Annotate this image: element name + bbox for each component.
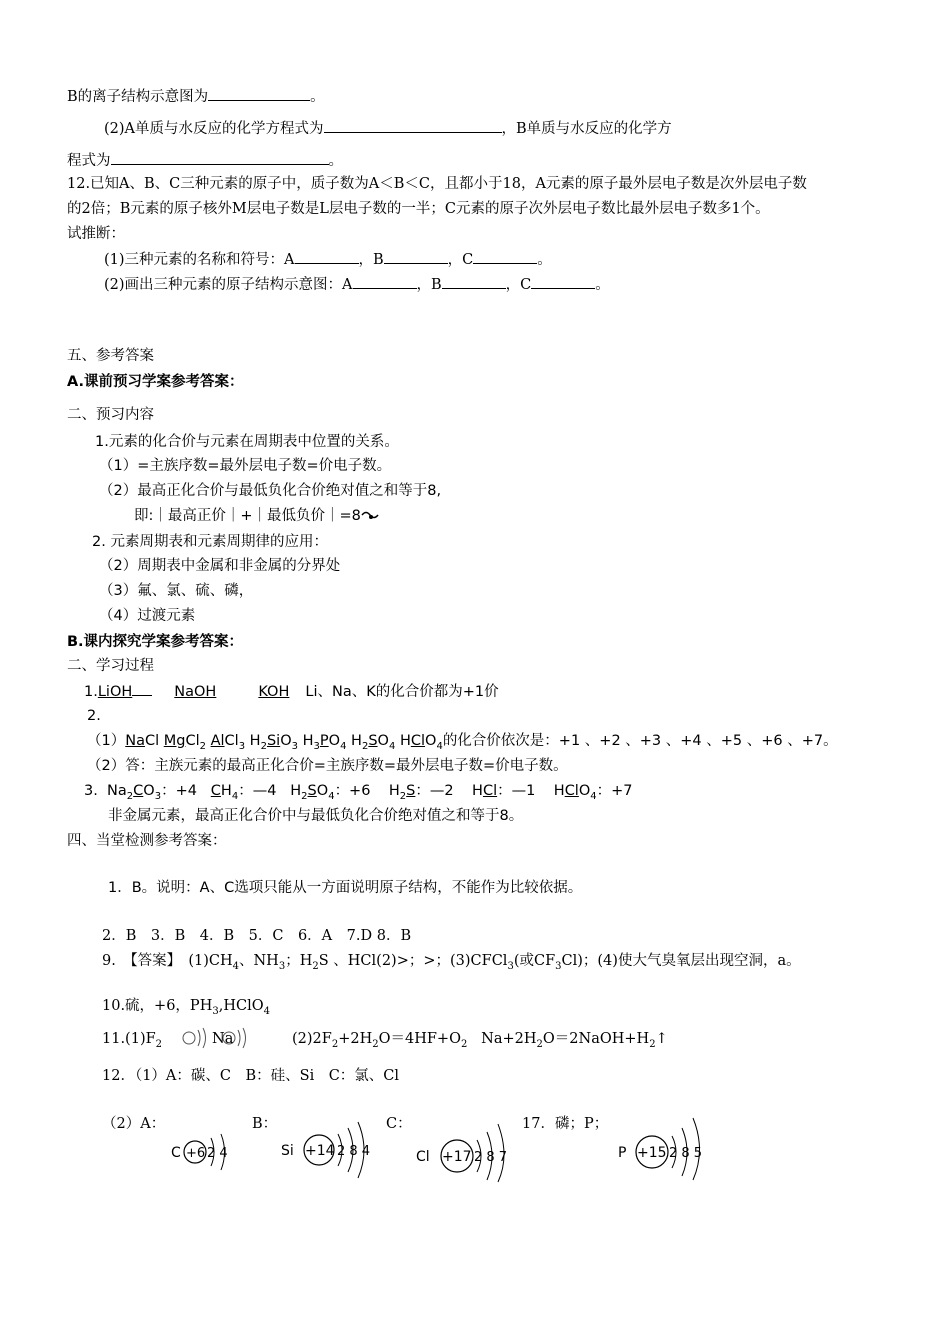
q12-part2: (2)画出三种元素的原子结构示意图：A ，B ，C 。 — [104, 274, 610, 295]
q12-line1: 12.已知A、B、C三种元素的原子中，质子数为A＜B＜C，且都小于18，A元素的原子最外层电子数是次外层电子数 — [67, 176, 807, 192]
svg-text:+6: +6 — [186, 1146, 206, 1161]
answer-blank[interactable] — [295, 249, 359, 264]
answer-blank[interactable] — [111, 150, 329, 165]
silicon-atom-diagram — [278, 1104, 388, 1180]
answer-blank[interactable] — [353, 274, 417, 289]
process-heading: 二、学习过程 — [67, 658, 154, 674]
q12-part1: (1)三种元素的名称和符号：A ，B ，C 。 — [104, 249, 552, 270]
preview-item-4: 即:｜最高正价｜+｜最低负价｜=8 — [134, 506, 379, 526]
section-five-heading: 五、参考答案 — [67, 348, 154, 364]
check-answer-11-eq: $(2)2F_2+2H_2O=4HF+O_2$ $Na+2H_2O=2NaOH+H_2↑$ — [292, 1031, 668, 1050]
process-line-4: （2）答：主族元素的最高正化合价=主族序数=最外层电子数=价电子数。 — [87, 758, 568, 774]
preview-item-6: （2）周期表中金属和非金属的分界处 — [99, 558, 341, 574]
svg-text:C: C — [171, 1145, 181, 1161]
q11-b-line: B的离子结构示意图为 。 — [67, 86, 325, 107]
check-answer-12b-d: 17．磷；P； — [522, 1116, 609, 1132]
svg-text:2 8 7: 2 8 7 — [474, 1150, 508, 1165]
chlorine-atom-diagram — [414, 1104, 526, 1184]
pen-mark-icon — [361, 509, 379, 521]
answer-blank[interactable] — [384, 249, 448, 264]
svg-text:Cl: Cl — [416, 1149, 430, 1165]
svg-text:Si: Si — [281, 1143, 294, 1159]
process-line-6: 非金属元素，最高正化合价中与最低负化合价绝对值之和等于8。 — [108, 808, 524, 824]
answer-blank[interactable] — [324, 118, 502, 133]
preview-heading: 二、预习内容 — [67, 407, 154, 423]
answer-blank[interactable] — [473, 249, 537, 264]
check-answer-10: 10.硫，+6，$PH_3,HClO_4$ — [102, 998, 270, 1017]
preview-item-2: （1）=主族序数=最外层电子数=价电子数。 — [99, 458, 392, 474]
carbon-atom-diagram — [166, 1126, 242, 1176]
check-answer-2: 2．B 3．B 4．B 5．C 6．A 7.D 8．B — [102, 928, 412, 944]
check-answer-12: 12．（1）A：碳、C B：硅、Si C：氯、Cl — [102, 1068, 400, 1084]
answer-blank[interactable] — [442, 274, 506, 289]
sodium-label: Na — [212, 1031, 234, 1047]
process-line-5: 3. $Na_2CO_3$：+4 $CH_4$：—4 $H_2SO_4$：+6 $H_2S$：—2 HCl：—1 HClO$_4$：+7 — [84, 783, 633, 802]
q12-line2: 的2倍；B元素的原子核外M层电子数是L层电子数的一半；C元素的原子次外层电子数比最外层电子数多1个。 — [67, 201, 770, 217]
preview-item-8: （4）过渡元素 — [99, 608, 196, 624]
answer-blank[interactable] — [531, 274, 595, 289]
q11-part2-cont: 程式为 。 — [67, 150, 343, 171]
q12-line3: 试推断： — [67, 226, 125, 242]
svg-text:+17: +17 — [442, 1149, 472, 1165]
preview-item-7: （3）氟、氯、硫、磷， — [99, 583, 254, 599]
preview-item-1: 1.元素的化合价与元素在周期表中位置的关系。 — [95, 434, 399, 450]
nucleus-circle — [183, 1032, 195, 1044]
process-line-3: （1）NaCl MgCl$_2$ AlCl$_3$ $H_2SiO_3$ $H_3PO_4$ $H_2SO_4$ HClO$_4$的化合价依次是：+1 、+2 、+3 、+4 、+5 、+6 、+7。 — [87, 733, 838, 752]
svg-text:+14: +14 — [305, 1143, 335, 1159]
check-answer-12b-b: B： — [252, 1116, 278, 1132]
process-line-1: 1.LiOH NaOH KOH Li、Na、K的化合价都为+1价 — [84, 681, 499, 702]
check-answer-11: $11.(1)F_2$ — [102, 1031, 163, 1050]
check-heading: 四、当堂检测参考答案： — [67, 833, 227, 849]
section-b-heading: B.课内探究学案参考答案： — [67, 634, 244, 650]
preview-item-3: （2）最高正化合价与最低负化合价绝对值之和等于8, — [99, 483, 442, 499]
check-answer-9: 9. 【答案】 $(1)CH_4$、$NH_3$；$H_2S$ 、HCl(2)>；>；(3)CFCl$_3$(或$CF_3Cl$)；(4)使大气臭氧层出现空洞，a。 — [102, 953, 801, 972]
svg-text:+15: +15 — [637, 1145, 667, 1161]
check-answer-12b-a: （2）A： — [102, 1116, 166, 1132]
svg-text:2 4: 2 4 — [207, 1146, 228, 1161]
check-answer-1: 1．B。说明：A、C选项只能从一方面说明原子结构，不能作为比较依据。 — [108, 880, 583, 896]
check-answer-12b-c: C： — [386, 1116, 412, 1132]
svg-text:2 8 4: 2 8 4 — [337, 1144, 371, 1159]
q11-part2: (2)A单质与水反应的化学方程式为 ，B单质与水反应的化学方 — [104, 118, 672, 139]
preview-item-5: 2. 元素周期表和元素周期律的应用： — [92, 534, 328, 550]
answer-blank[interactable] — [208, 86, 310, 101]
process-line-2: 2. — [87, 708, 101, 724]
phosphorus-atom-diagram — [614, 1102, 724, 1182]
svg-text:P: P — [618, 1145, 627, 1161]
svg-text:2 8 5: 2 8 5 — [669, 1146, 703, 1161]
section-a-heading: A.课前预习学案参考答案： — [67, 374, 244, 390]
